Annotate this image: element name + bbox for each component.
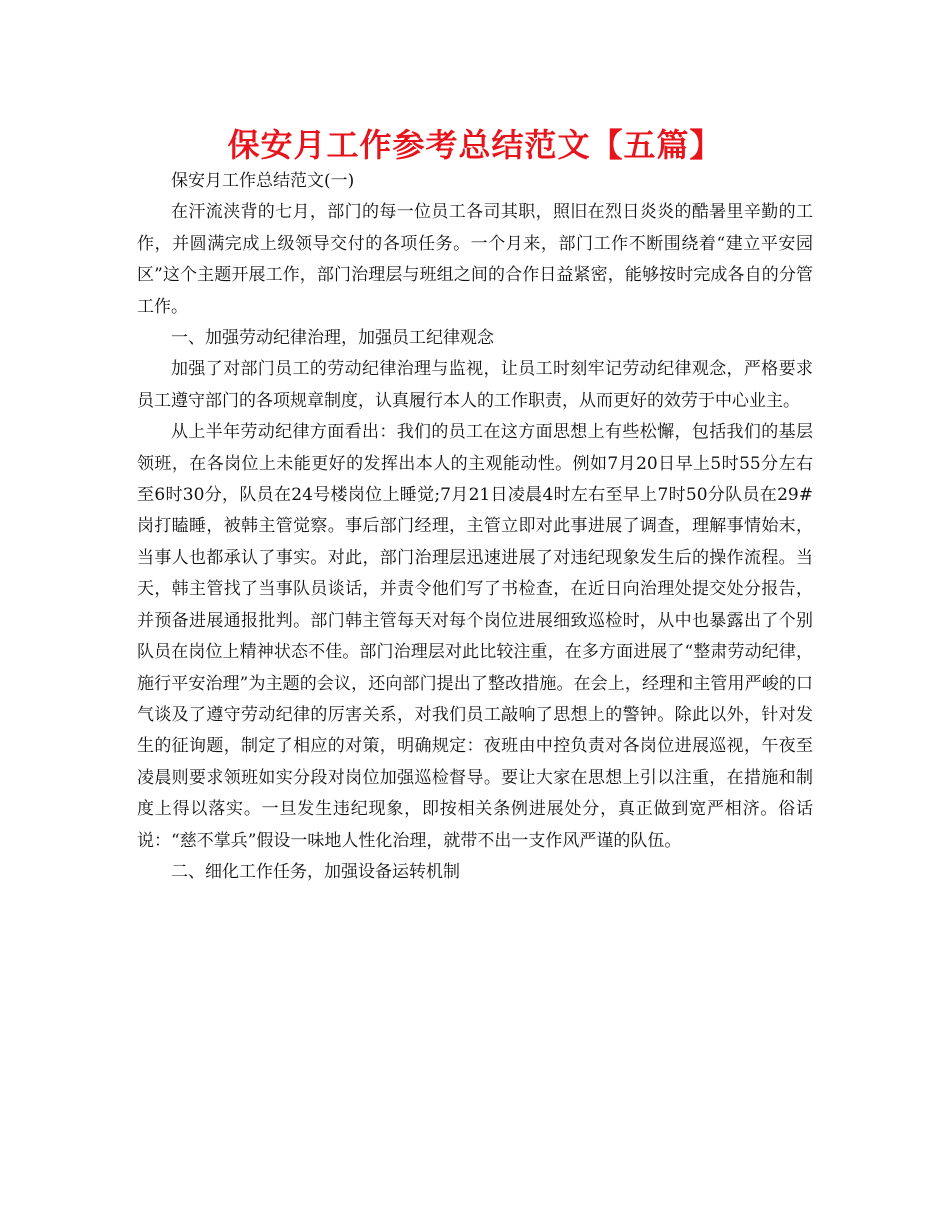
body-paragraph: 在汗流浃背的七月，部门的每一位员工各司其职，照旧在烈日炎炎的酷暑里辛勤的工作，并圆满完成上级领导交付的各项任务。一个月来，部门工作不断围绕着“建立平安园区”这个主题开展工作，部门治理层与班组之间的合作日益紧密，能够按时完成各自的分管工作。	[137, 202, 813, 317]
section-heading: 二、细化工作任务，加强设备运转机制	[171, 861, 460, 882]
body-paragraph: 从上半年劳动纪律方面看出：我们的员工在这方面思想上有些松懈，包括我们的基层领班，在各岗位上未能更好的发挥出本人的主观能动性。例如7月20日早上5时55分左右至6时30分，队员在24号楼岗位上睡觉;7月21日凌晨4时左右至早上7时50分队员在29#岗打瞌睡，被韩主管觉察。事后部门经理，主管立即对此事进展了调查，理解事情始末，当事人也都承认了事实。对此，部门治理层迅速进展了对违纪现象发生后的操作流程。当天，韩主管找了当事队员谈话，并责令他们写了书检查，在近日向治理处提交处分报告，并预备进展通报批判。部门韩主管每天对每个岗位进展细致巡检时，从中也暴露出了个别队员在岗位上精神状态不佳。部门治理层对此比较注重，在多方面进展了“整肃劳动纪律，施行平安治理”为主题的会议，还向部门提出了整改措施。在会上，经理和主管用严峻的口气谈及了遵守劳动纪律的厉害关系，对我们员工敲响了思想上的警钟。除此以外，针对发生的征询题，制定了相应的对策，明确规定：夜班由中控负责对各岗位进展巡视，午夜至凌晨则要求领班如实分段对岗位加强巡检督导。要让大家在思想上引以注重，在措施和制度上得以落实。一旦发生违纪现象，即按相关条例进展处分，真正做到宽严相济。俗话说：“慈不掌兵”假设一味地人性化治理，就带不出一支作风严谨的队伍。	[137, 422, 813, 851]
body-paragraph: 加强了对部门员工的劳动纪律治理与监视，让员工时刻牢记劳动纪律观念，严格要求员工遵守部门的各项规章制度，认真履行本人的工作职责，从而更好的效劳于中心业主。	[137, 359, 813, 411]
section-heading: 一、加强劳动纪律治理，加强员工纪律观念	[171, 328, 494, 349]
document-title: 保安月工作参考总结范文【五篇】	[227, 126, 723, 164]
document-body	[137, 166, 813, 888]
section-heading: 保安月工作总结范文(一)	[171, 171, 355, 191]
